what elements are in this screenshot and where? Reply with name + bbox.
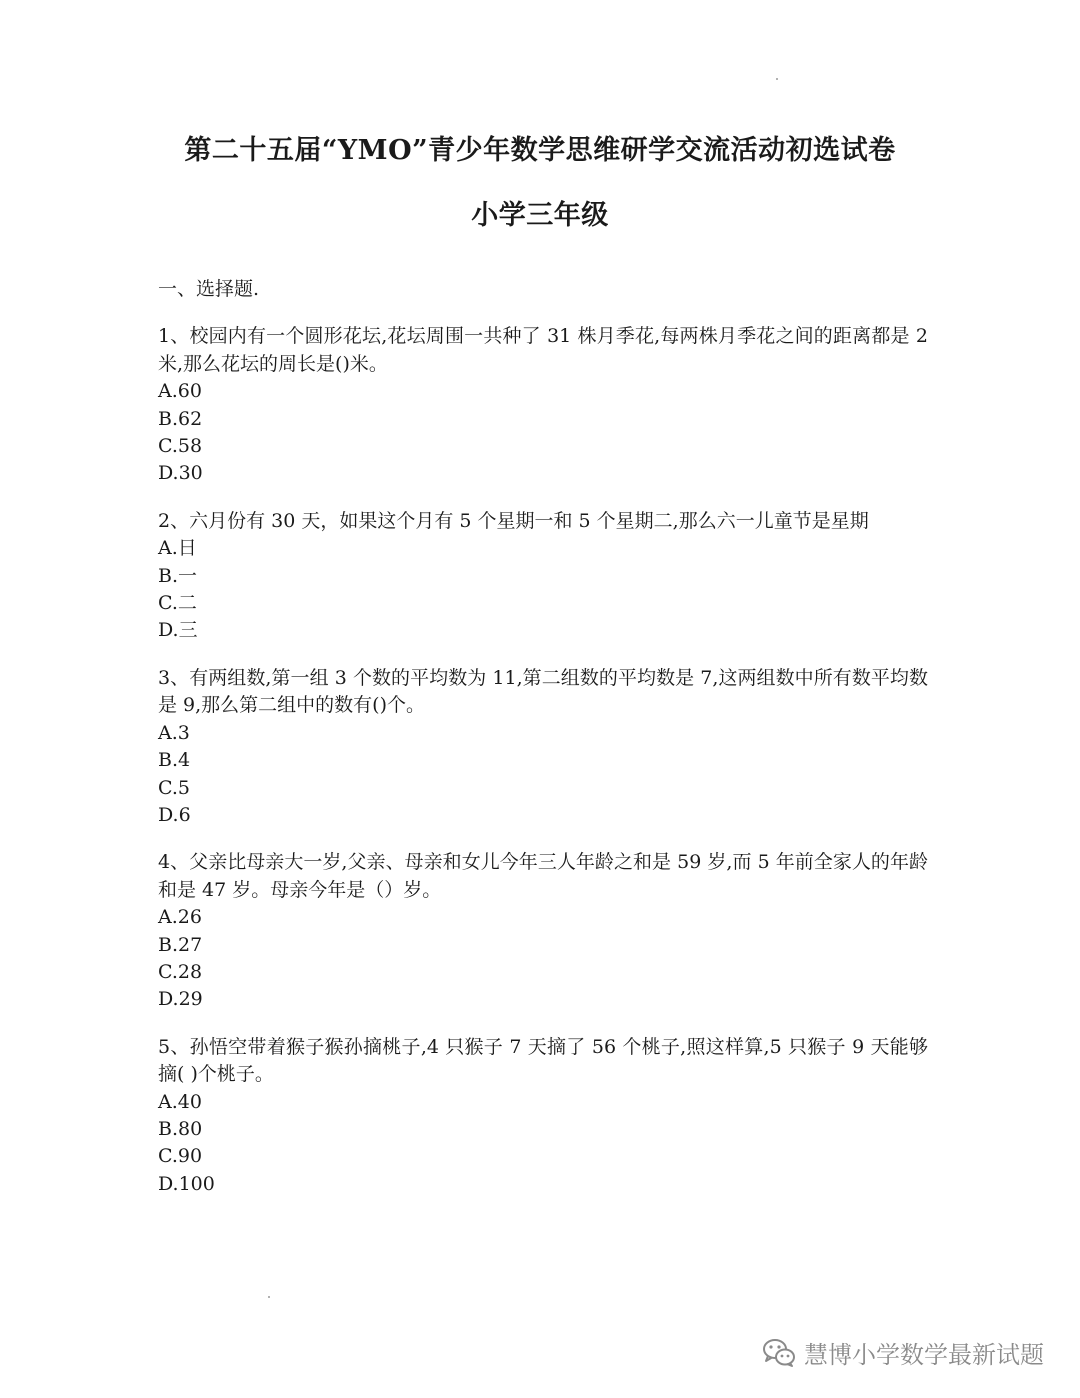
watermark-text: 慧博小学数学最新试题	[804, 1341, 1044, 1369]
option-list	[158, 1089, 928, 1199]
option-b: B.80	[158, 1117, 203, 1140]
question-1	[158, 323, 928, 487]
option-b: B.62	[158, 407, 203, 430]
option-d: D.100	[158, 1172, 215, 1195]
option-c: C.二	[158, 592, 197, 615]
document-subtitle: 小学三年级	[471, 200, 609, 231]
option-a: A.日	[158, 537, 197, 560]
document-title: 第二十五届“YMO”青少年数学思维研学交流活动初选试卷	[184, 135, 896, 166]
scan-speck	[268, 1296, 270, 1298]
option-d: D.三	[158, 619, 198, 642]
option-c: C.90	[158, 1145, 203, 1168]
option-list	[158, 904, 928, 1014]
option-list	[158, 535, 928, 645]
question-text: 3、有两组数,第一组 3 个数的平均数为 11,第二组数的平均数是 7,这两组数中所有数平均数是 9,那么第二组中的数有()个。	[158, 666, 928, 717]
option-b: B.4	[158, 749, 191, 772]
question-3	[158, 665, 928, 829]
option-c: C.5	[158, 776, 190, 799]
option-list	[158, 378, 928, 488]
question-text: 4、父亲比母亲大一岁,父亲、母亲和女儿今年三人年龄之和是 59 岁,而 5 年前全家人的年龄和是 47 岁。母亲今年是（）岁。	[158, 851, 928, 901]
section-heading: 一、选择题.	[158, 278, 260, 300]
option-d: D.29	[158, 988, 203, 1011]
option-c: C.58	[158, 435, 203, 458]
document-body	[158, 276, 928, 1218]
question-text: 1、校园内有一个圆形花坛,花坛周围一共种了 31 株月季花,每两株月季花之间的距离都是 2 米,那么花坛的周长是()米。	[158, 325, 928, 375]
question-text: 5、孙悟空带着猴子猴孙摘桃子,4 只猴子 7 天摘了 56 个桃子,照这样算,5 只猴子 9 天能够摘( )个桃子。	[158, 1035, 928, 1086]
option-c: C.28	[158, 960, 203, 983]
question-5	[158, 1034, 928, 1198]
option-a: A.60	[158, 380, 202, 403]
option-a: A.26	[158, 906, 202, 929]
question-4	[158, 849, 928, 1013]
option-a: A.40	[158, 1090, 202, 1113]
option-d: D.6	[158, 803, 191, 826]
option-a: A.3	[158, 721, 190, 744]
question-text: 2、六月份有 30 天，如果这个月有 5 个星期一和 5 个星期二,那么六一儿童节是星期	[158, 509, 869, 532]
option-b: B.27	[158, 933, 203, 956]
option-list	[158, 720, 928, 830]
option-d: D.30	[158, 462, 203, 485]
scan-speck	[776, 78, 778, 80]
question-2	[158, 508, 928, 645]
wechat-icon	[762, 1338, 796, 1368]
option-b: B.一	[158, 564, 198, 587]
watermark	[762, 1335, 1044, 1370]
